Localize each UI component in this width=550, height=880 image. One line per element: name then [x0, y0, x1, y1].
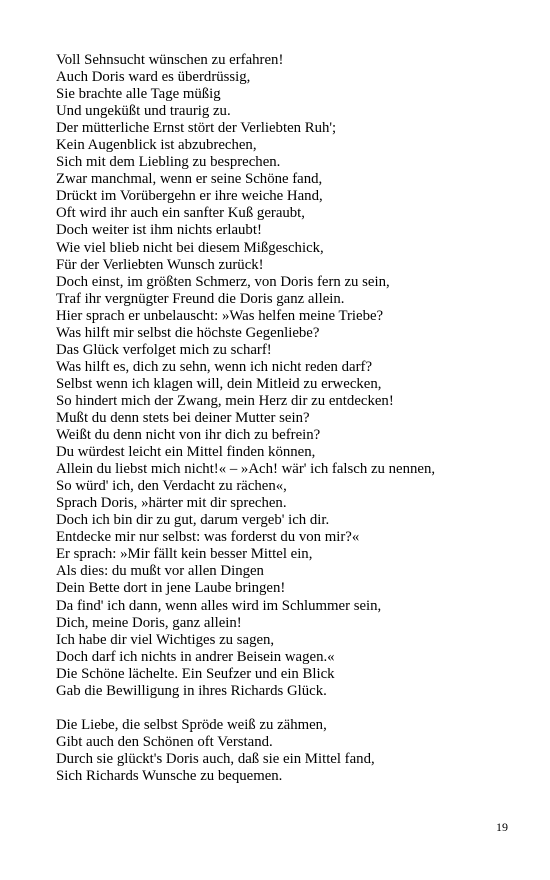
verse-line: Allein du liebst mich nicht!« – »Ach! wär' ich falsch zu nennen,: [56, 461, 436, 478]
verse-line: Auch Doris ward es überdrüssig,: [56, 69, 251, 86]
verse-line: Ich habe dir viel Wichtiges zu sagen,: [56, 631, 275, 648]
verse-line: Gab die Bewilligung in ihres Richards Glück.: [56, 682, 327, 699]
verse-line: Sie brachte alle Tage müßig: [56, 86, 221, 103]
verse-line: Wie viel blieb nicht bei diesem Mißgeschick,: [56, 239, 324, 256]
verse-line: Du würdest leicht ein Mittel finden können,: [56, 444, 316, 461]
verse-line: Und ungeküßt und traurig zu.: [56, 103, 231, 120]
verse-line: Was hilft es, dich zu sehn, wenn ich nicht reden darf?: [56, 358, 373, 375]
verse-line: Voll Sehnsucht wünschen zu erfahren!: [56, 52, 284, 68]
verse-line: Der mütterliche Ernst stört der Verliebten Ruh';: [56, 120, 337, 137]
verse-line: So hindert mich der Zwang, mein Herz dir zu entdecken!: [56, 392, 394, 409]
verse-line: Er sprach: »Mir fällt kein besser Mittel ein,: [56, 546, 313, 563]
verse-line: Das Glück verfolget mich zu scharf!: [56, 341, 272, 358]
verse-line: Doch einst, im größten Schmerz, von Doris fern zu sein,: [56, 273, 390, 290]
verse-line: Gibt auch den Schönen oft Verstand.: [56, 733, 273, 750]
verse-line: Sich Richards Wunsche zu bequemen.: [56, 767, 283, 784]
verse-line: Dein Bette dort in jene Laube bringen!: [56, 580, 286, 597]
verse-line: Doch ich bin dir zu gut, darum vergeb' ich dir.: [56, 512, 330, 529]
verse-line: So würd' ich, den Verdacht zu rächen«,: [56, 478, 287, 495]
verse-line: Traf ihr vergnügter Freund die Doris ganz allein.: [56, 290, 345, 307]
verse-line: Durch sie glückt's Doris auch, daß sie ein Mittel fand,: [56, 750, 375, 767]
verse-line: Als dies: du mußt vor allen Dingen: [56, 563, 264, 580]
verse-line: Für der Verliebten Wunsch zurück!: [56, 256, 264, 273]
verse-line: Da find' ich dann, wenn alles wird im Schlummer sein,: [56, 597, 382, 614]
verse-line: Sprach Doris, »härter mit dir sprechen.: [56, 495, 287, 512]
verse-line: Doch darf ich nichts in andrer Beisein wagen.«: [56, 648, 335, 665]
verse-line: Drückt im Vorübergehn er ihre weiche Hand,: [56, 188, 323, 205]
verse-line: Zwar manchmal, wenn er seine Schöne fand,: [56, 171, 323, 188]
verse-line: Kein Augenblick ist abzubrechen,: [56, 137, 257, 154]
verse-line: Weißt du denn nicht von ihr dich zu befrein?: [56, 427, 321, 444]
verse-line: Entdecke mir nur selbst: was forderst du von mir?«: [56, 529, 360, 546]
verse-line: Was hilft mir selbst die höchste Gegenliebe?: [56, 324, 320, 341]
verse-line: Oft wird ihr auch ein sanfter Kuß geraubt,: [56, 205, 305, 222]
verse-line: Mußt du denn stets bei deiner Mutter sein?: [56, 409, 310, 426]
stanza: [56, 52, 526, 700]
stanza: [56, 717, 526, 785]
verse-line: Hier sprach er unbelauscht: »Was helfen meine Triebe?: [56, 307, 384, 324]
verse-line: Selbst wenn ich klagen will, dein Mitleid zu erwecken,: [56, 375, 382, 392]
verse-line: Die Liebe, die selbst Spröde weiß zu zähmen,: [56, 716, 327, 733]
page-number: 19: [496, 820, 508, 834]
verse-line: Doch weiter ist ihm nichts erlaubt!: [56, 222, 262, 239]
verse-line: Die Schöne lächelte. Ein Seufzer und ein Blick: [56, 665, 335, 682]
poem-text: [56, 52, 526, 785]
verse-line: Dich, meine Doris, ganz allein!: [56, 614, 242, 631]
verse-line: Sich mit dem Liebling zu besprechen.: [56, 154, 281, 171]
